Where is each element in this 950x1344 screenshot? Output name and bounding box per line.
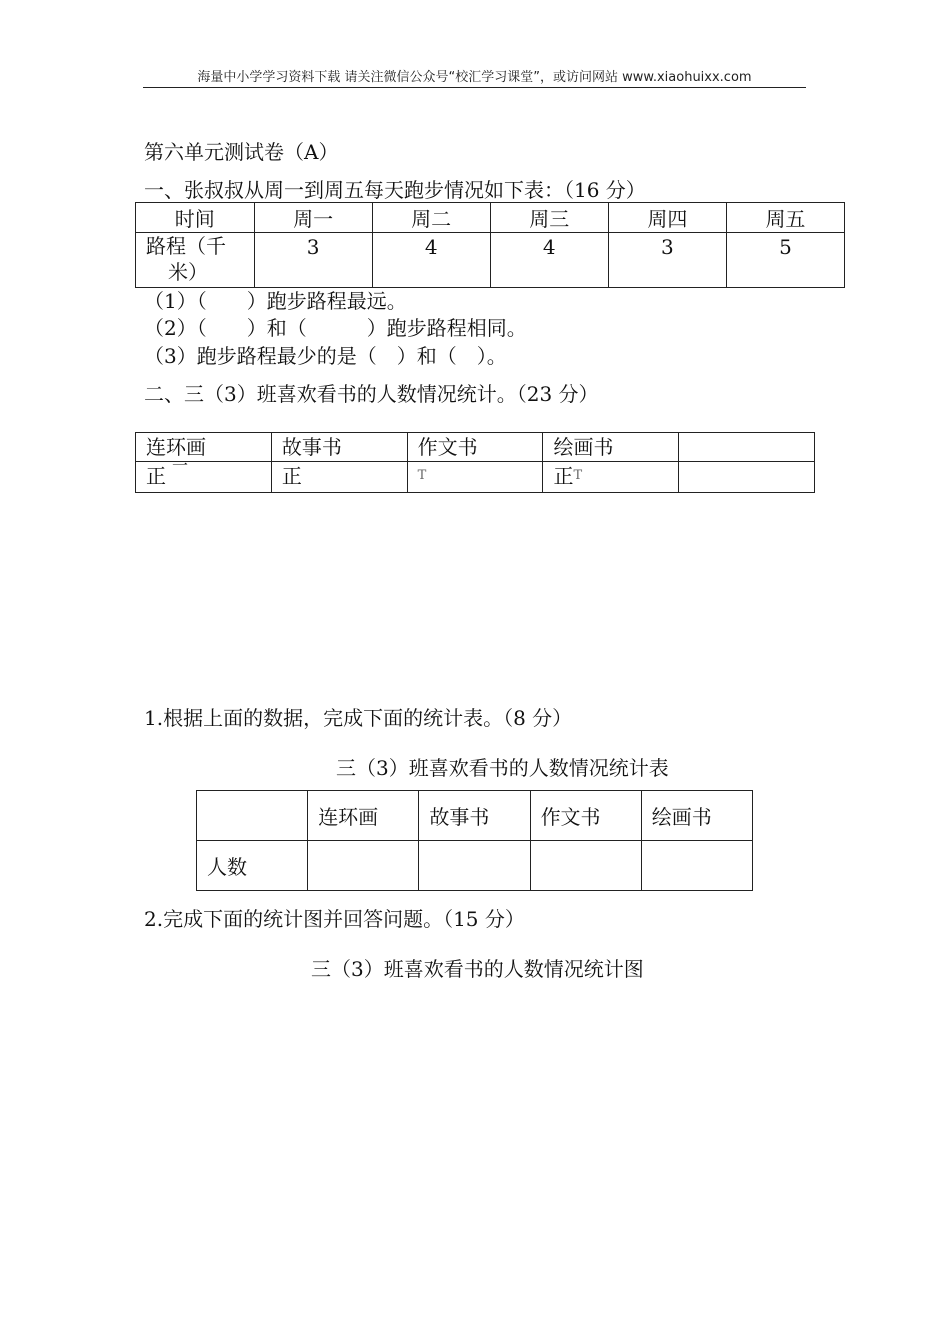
tally-cell-essays	[407, 462, 543, 493]
partial-tally-mark: T	[417, 468, 427, 483]
running-table	[135, 202, 845, 288]
tally-mark: 正	[281, 464, 302, 488]
header-cell-fri: 周五	[726, 203, 844, 233]
page-header: 海量中小学学习资料下载 请关注微信公众号“校汇学习课堂”，或访问网站 www.xiaohuixx.com	[197, 70, 752, 85]
chart-title: 三（3）班喜欢看书的人数情况统计图	[311, 957, 644, 981]
stat-table-title: 三（3）班喜欢看书的人数情况统计表	[336, 756, 669, 780]
tally-mark: 正	[146, 464, 166, 488]
tally-table	[135, 432, 815, 493]
section1-heading: 一、张叔叔从周一到周五每天跑步情况如下表：（16 分）	[144, 178, 646, 202]
stat-header-empty	[197, 791, 308, 841]
tally-cell-empty	[679, 462, 815, 493]
tally-cell-stories	[271, 462, 407, 493]
stat-table	[196, 790, 753, 891]
tally-header-essays: 作文书	[407, 433, 543, 462]
page-title: 第六单元测试卷（A）	[144, 140, 339, 164]
header-cell-wed: 周三	[490, 203, 608, 233]
value-cell: 4	[372, 233, 490, 288]
header-divider	[143, 87, 806, 88]
stat-header-comics: 连环画	[308, 791, 419, 841]
value-cell: 5	[726, 233, 844, 288]
subquestion-2: 2.完成下面的统计图并回答问题。（15 分）	[144, 907, 525, 931]
question-3: （3）跑步路程最少的是（ ）和（ ）。	[144, 344, 507, 368]
header-cell-thu: 周四	[608, 203, 726, 233]
tally-cell-drawing	[543, 462, 679, 493]
tally-header-comics: 连环画	[136, 433, 272, 462]
subquestion-1: 1.根据上面的数据，完成下面的统计表。（8 分）	[144, 706, 573, 730]
tally-cell-comics	[136, 456, 272, 493]
header-cell-mon: 周一	[254, 203, 372, 233]
tally-header-drawing: 绘画书	[543, 433, 679, 462]
row-label-line1: 路程（千	[146, 234, 226, 258]
partial-tally-mark: T	[573, 468, 583, 483]
question-1: （1）（ ）跑步路程最远。	[144, 289, 407, 313]
stat-answer-cell	[641, 841, 752, 891]
stat-answer-cell	[530, 841, 641, 891]
header-cell-tue: 周二	[372, 203, 490, 233]
stat-answer-cell	[308, 841, 419, 891]
row-label-line2: 米）	[168, 260, 208, 284]
value-cell: 3	[608, 233, 726, 288]
row-label-distance	[136, 233, 255, 288]
partial-tally-mark: 一	[172, 456, 189, 475]
header-cell-time: 时间	[136, 203, 255, 233]
tally-mark: 正	[553, 464, 574, 488]
stat-row-label: 人数	[197, 841, 308, 891]
stat-answer-cell	[419, 841, 530, 891]
stat-header-stories: 故事书	[419, 791, 530, 841]
stat-header-essays: 作文书	[530, 791, 641, 841]
tally-header-stories: 故事书	[271, 433, 407, 462]
value-cell: 3	[254, 233, 372, 288]
question-2: （2）（ ）和（ ）跑步路程相同。	[144, 316, 527, 340]
tally-header-empty	[679, 433, 815, 462]
value-cell: 4	[490, 233, 608, 288]
stat-header-drawing: 绘画书	[641, 791, 752, 841]
section2-heading: 二、三（3）班喜欢看书的人数情况统计。（23 分）	[144, 382, 599, 406]
